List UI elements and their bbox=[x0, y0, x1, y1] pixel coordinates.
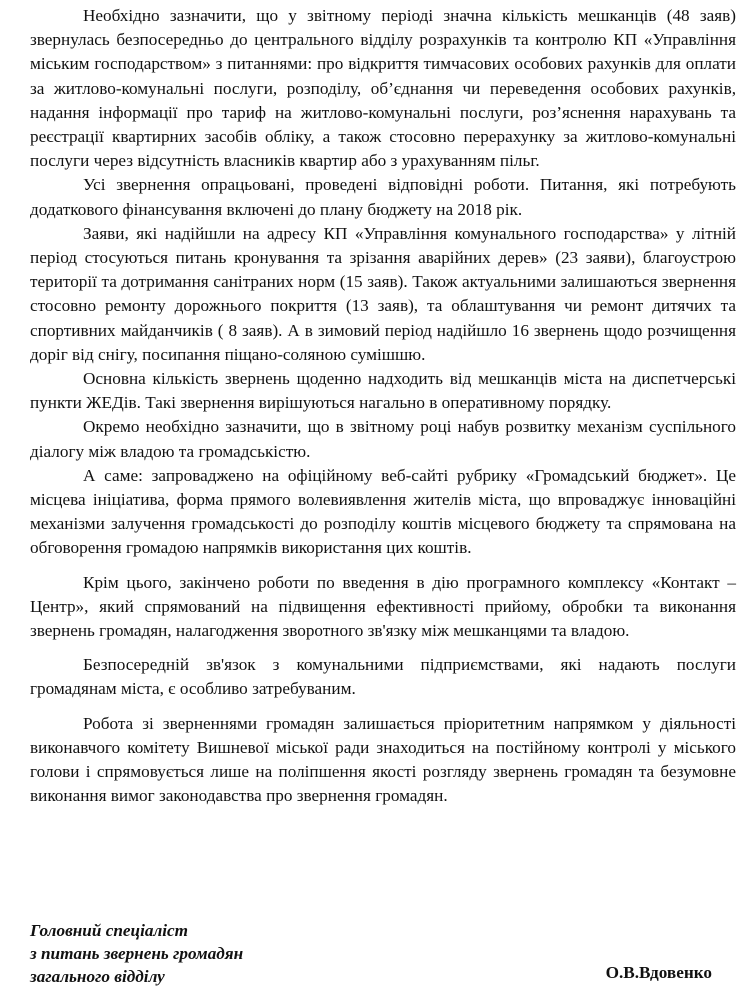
paragraph-appeals-processed: Усі звернення опрацьовані, проведені відповідні роботи. Питання, які потребують додаткового фінансування включені до плану бюджету на 2018 рік. bbox=[30, 175, 736, 219]
paragraph-conclusion: Робота зі зверненнями громадян залишається пріоритетним напрямком у діяльності виконавчого комітету Вишневої міської ради знаходиться на постійному контролі у міського голови і спрямовується лише на поліпшення якості розгляду звернень громадян та безумовне виконання вимог законодавства про звернення громадян. bbox=[30, 713, 736, 806]
document-body bbox=[30, 4, 736, 809]
paragraph-residents-appeals: Необхідно зазначити, що у звітному періоді значна кількість мешканців (48 заяв) звернулась безпосередньо до центрального відділу розрахунків та контролю КП «Управління міським господарством» з питаннями: про відкриття тимчасових особових рахунків для оплати за житлово-комунальні послуги, розподілу, об’єднання чи переведення особових рахунків, надання інформації про тариф на житлово-комунальні послуги, роз’яснення нарахувань та реєстрації квартирних засобів обліку, а також стосовно перерахунку за житлово-комунальні послуги через відсутність власників квартир або з урахуванням пільг. bbox=[30, 6, 736, 171]
paragraph-direct-contact: Безпосередній зв'язок з комунальними підприємствами, які надають послуги громадянам міста, є особливо затребуваним. bbox=[30, 655, 736, 699]
paragraph-dispatch-points: Основна кількість звернень щоденно надходить від мешканців міста на диспетчерські пункти ЖЕДів. Такі звернення вирішуються нагально в оперативному порядку. bbox=[30, 369, 736, 413]
paragraph-contact-center: Крім цього, закінчено роботи по введення в дію програмного комплексу «Контакт – Центр», який спрямований на підвищення ефективності прийому, обробки та виконання звернень громадян, налагодження зворотного зв'язку між мешканцями та владою. bbox=[30, 572, 736, 641]
paragraph-civic-budget: А саме: запроваджено на офіційному веб-сайті рубрику «Громадський бюджет». Це місцева ініціатива, форма прямого волевиявлення жителів міста, що впроваджує інноваційні механізми залучення громадськості до розподілу коштів місцевого бюджету та спрямована на обговорення громадою напрямків використання цих коштів. bbox=[30, 465, 736, 558]
signature-position-line-1: Головний спеціаліст bbox=[30, 921, 189, 940]
signer-name: О.В.Вдовенко bbox=[605, 963, 712, 982]
signature-position-line-3: загального відділу bbox=[30, 967, 165, 986]
signature-position-line-2: з питань звернень громадян bbox=[30, 944, 244, 963]
paragraph-communal-requests: Заяви, які надійшли на адресу КП «Управління комунального господарства» у літній період стосуються питань кронування та зрізання аварійних дерев» (23 заяви), благоустрою території та дотримання санітраних норм (15 заяв). Також актуальними залишаються звернення стосовно ремонту дорожнього покриття (13 заяв), та облаштування чи ремонт дитячих та спортивних майданчиків ( 8 заяв). А в зимовий період надійшло 16 звернень щодо розчищення доріг від снігу, посипання піщано-соляною сумішшю. bbox=[30, 223, 736, 364]
paragraph-public-dialogue: Окремо необхідно зазначити, що в звітному році набув розвитку механізм суспільного діалогу між владою та громадськістю. bbox=[30, 417, 736, 461]
